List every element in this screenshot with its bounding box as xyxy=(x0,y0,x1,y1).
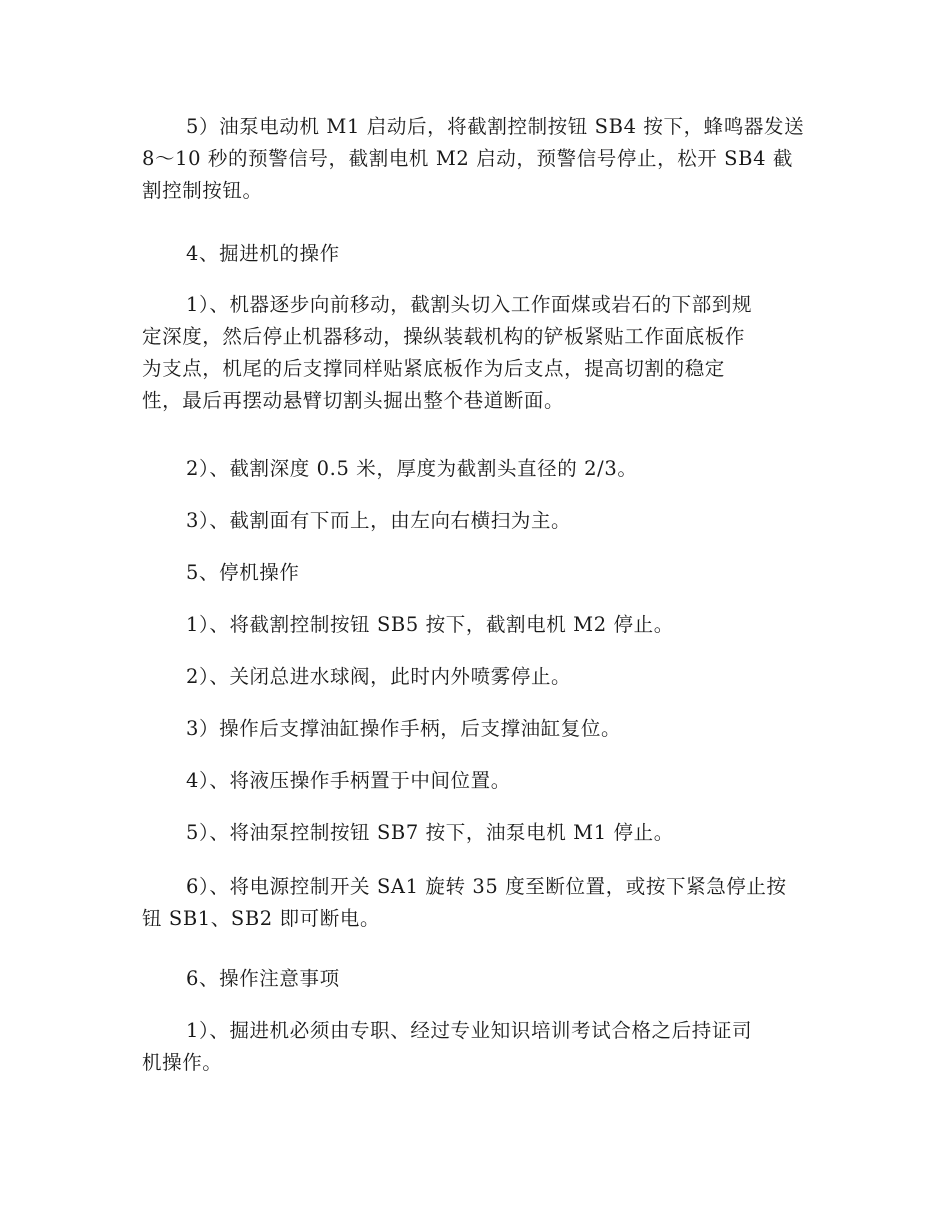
section-heading-5 xyxy=(142,557,814,589)
text-line: 机操作。 xyxy=(142,1051,223,1074)
paragraph-stop-3 xyxy=(142,713,814,745)
paragraph-stop-4 xyxy=(142,765,814,797)
text-line: 8～10 秒的预警信号，截割电机 M2 启动，预警信号停止，松开 SB4 截 xyxy=(142,147,793,170)
paragraph-notes-1 xyxy=(142,1015,814,1079)
text-line: 5）油泵电动机 M1 启动后，将截割控制按钮 SB4 按下，蜂鸣器发送 xyxy=(186,115,805,138)
text-line: 1）、机器逐步向前移动，截割头切入工作面煤或岩石的下部到规 xyxy=(186,293,753,316)
text-line: 3）操作后支撑油缸操作手柄，后支撑油缸复位。 xyxy=(186,717,622,740)
heading-text: 5、停机操作 xyxy=(186,561,300,584)
text-line: 定深度，然后停止机器移动，操纵装载机构的铲板紧贴工作面底板作 xyxy=(142,325,746,348)
text-line: 2）、关闭总进水球阀，此时内外喷雾停止。 xyxy=(186,665,572,688)
paragraph-stop-5 xyxy=(142,817,814,849)
paragraph-step-5-cutting-start xyxy=(142,111,814,207)
text-line: 为支点，机尾的后支撑同样贴紧底板作为后支点，提高切割的稳定 xyxy=(142,357,725,380)
text-line: 1）、将截割控制按钮 SB5 按下，截割电机 M2 停止。 xyxy=(186,613,674,636)
text-line: 1）、掘进机必须由专职、经过专业知识培训考试合格之后持证司 xyxy=(186,1019,753,1042)
section-heading-6 xyxy=(142,963,814,995)
text-line: 割控制按钮。 xyxy=(142,179,263,202)
paragraph-operation-1 xyxy=(142,289,814,417)
text-line: 4）、将液压操作手柄置于中间位置。 xyxy=(186,769,511,792)
text-line: 性，最后再摆动悬臂切割头掘出整个巷道断面。 xyxy=(142,389,565,412)
paragraph-operation-3 xyxy=(142,505,814,537)
text-line: 5）、将油泵控制按钮 SB7 按下，油泵电机 M1 停止。 xyxy=(186,821,674,844)
paragraph-operation-2 xyxy=(142,453,814,485)
text-line: 3）、截割面有下而上，由左向右横扫为主。 xyxy=(186,509,572,532)
heading-text: 4、掘进机的操作 xyxy=(186,242,340,265)
section-heading-4 xyxy=(142,238,814,270)
paragraph-stop-6 xyxy=(142,871,814,935)
text-line: 钮 SB1、SB2 即可断电。 xyxy=(142,907,381,930)
paragraph-stop-2 xyxy=(142,661,814,693)
text-line: 2）、截割深度 0.5 米，厚度为截割头直径的 2/3。 xyxy=(186,457,638,480)
paragraph-stop-1 xyxy=(142,609,814,641)
heading-text: 6、操作注意事项 xyxy=(186,967,340,990)
text-line: 6）、将电源控制开关 SA1 旋转 35 度至断位置，或按下紧急停止按 xyxy=(186,875,787,898)
